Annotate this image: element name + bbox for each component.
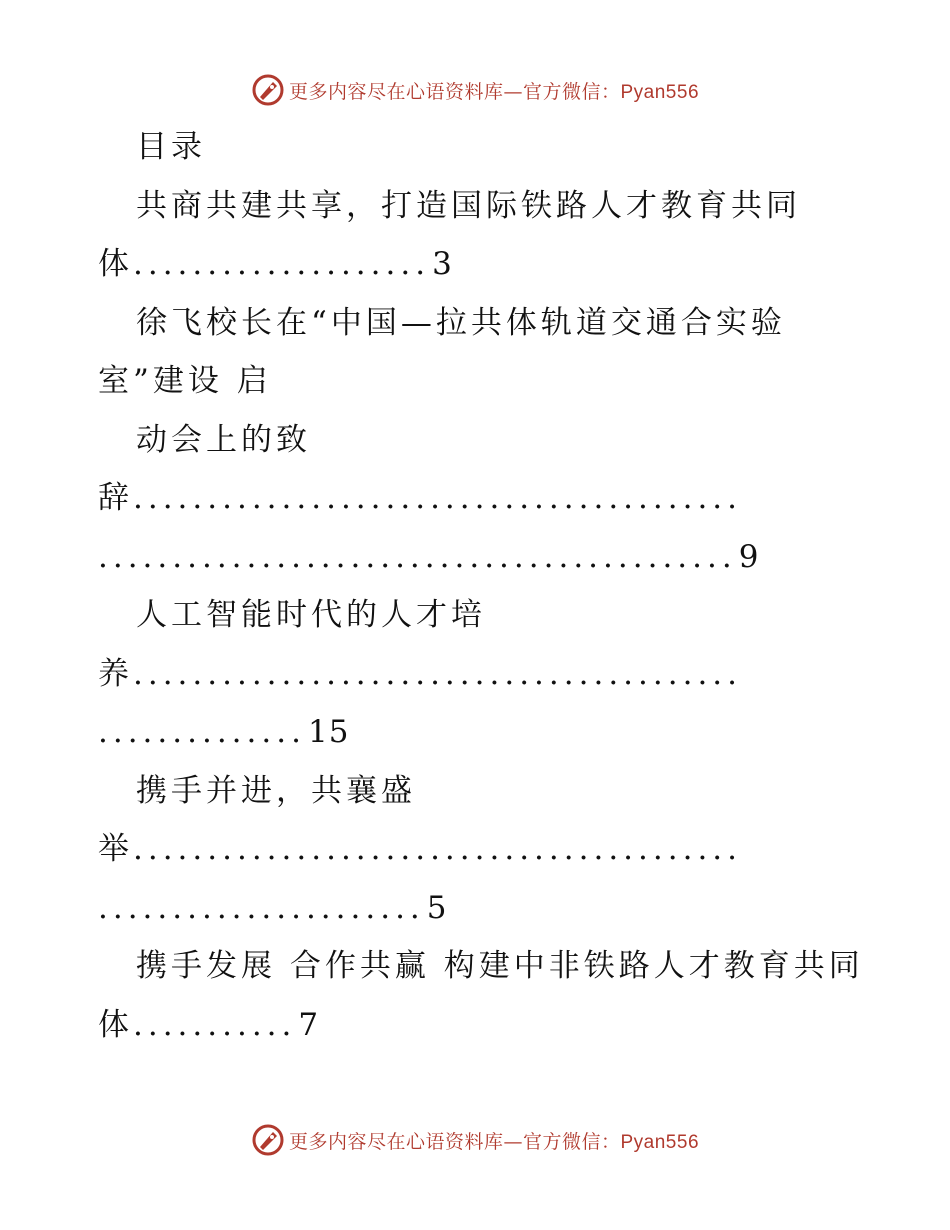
toc-entry-text: 动会上的致 bbox=[136, 421, 311, 458]
toc-entry-text: 举 bbox=[98, 831, 133, 867]
toc-leader-dots: ......................................... bbox=[133, 655, 743, 692]
footer-watermark-banner bbox=[0, 1120, 950, 1160]
toc-entry-text: 室”建设 启 bbox=[98, 363, 272, 399]
toc-heading: 目录 bbox=[136, 129, 206, 165]
header-watermark-banner bbox=[0, 70, 950, 110]
toc-entry-text: 辞 bbox=[98, 480, 133, 516]
toc-leader-dots: .............. bbox=[98, 714, 306, 750]
toc-line bbox=[98, 235, 453, 293]
toc-line bbox=[136, 411, 311, 469]
toc-line bbox=[98, 528, 759, 586]
toc-leader-dots: ........... bbox=[133, 1006, 297, 1043]
toc-entry-text: 养 bbox=[98, 655, 133, 692]
toc-entry-text: 体 bbox=[98, 1006, 133, 1043]
toc-line bbox=[136, 177, 801, 235]
toc-line bbox=[98, 879, 448, 937]
toc-line bbox=[98, 352, 272, 410]
toc-line bbox=[98, 703, 349, 761]
watermark-text: 更多内容尽在心语资料库—官方微信：Pyan556 bbox=[288, 1130, 700, 1153]
pen-nib-logo-icon bbox=[251, 73, 285, 107]
toc-entry-text: 共商共建共享，打造国际铁路人才教育共同 bbox=[136, 187, 801, 224]
toc-entry-text: 携手并进，共襄盛 bbox=[136, 772, 416, 809]
toc-line bbox=[136, 586, 486, 644]
toc-line bbox=[98, 645, 742, 703]
toc-leader-dots: .................... bbox=[133, 246, 431, 282]
toc-line bbox=[136, 937, 864, 995]
toc-entry-text: 携手发展 合作共赢 构建中非铁路人才教育共同 bbox=[136, 948, 864, 984]
toc-leader-dots: ......................................... bbox=[133, 480, 743, 516]
toc-page-number: 3 bbox=[432, 246, 453, 282]
toc-page-number: 7 bbox=[298, 1006, 320, 1043]
toc-entry-text: 体 bbox=[98, 246, 133, 282]
toc-page-number: 5 bbox=[426, 889, 448, 926]
toc-page-number: 15 bbox=[307, 714, 350, 750]
toc-leader-dots: ......................................... bbox=[133, 831, 743, 867]
toc-leader-dots: ...................... bbox=[98, 889, 425, 926]
toc-line bbox=[98, 820, 742, 878]
toc-entry-text: 人工智能时代的人才培 bbox=[136, 597, 486, 633]
watermark-text: 更多内容尽在心语资料库—官方微信：Pyan556 bbox=[288, 80, 700, 103]
toc-line bbox=[136, 762, 416, 820]
toc-line bbox=[98, 469, 742, 527]
toc-line bbox=[98, 996, 319, 1054]
toc-entry-text: 徐飞校长在“中国—拉共体轨道交通合实验 bbox=[136, 304, 786, 341]
toc-line bbox=[136, 294, 786, 352]
pen-nib-logo-icon bbox=[251, 1123, 285, 1157]
toc-page-number: 9 bbox=[738, 538, 760, 575]
toc-leader-dots: ........................................... bbox=[98, 538, 737, 575]
